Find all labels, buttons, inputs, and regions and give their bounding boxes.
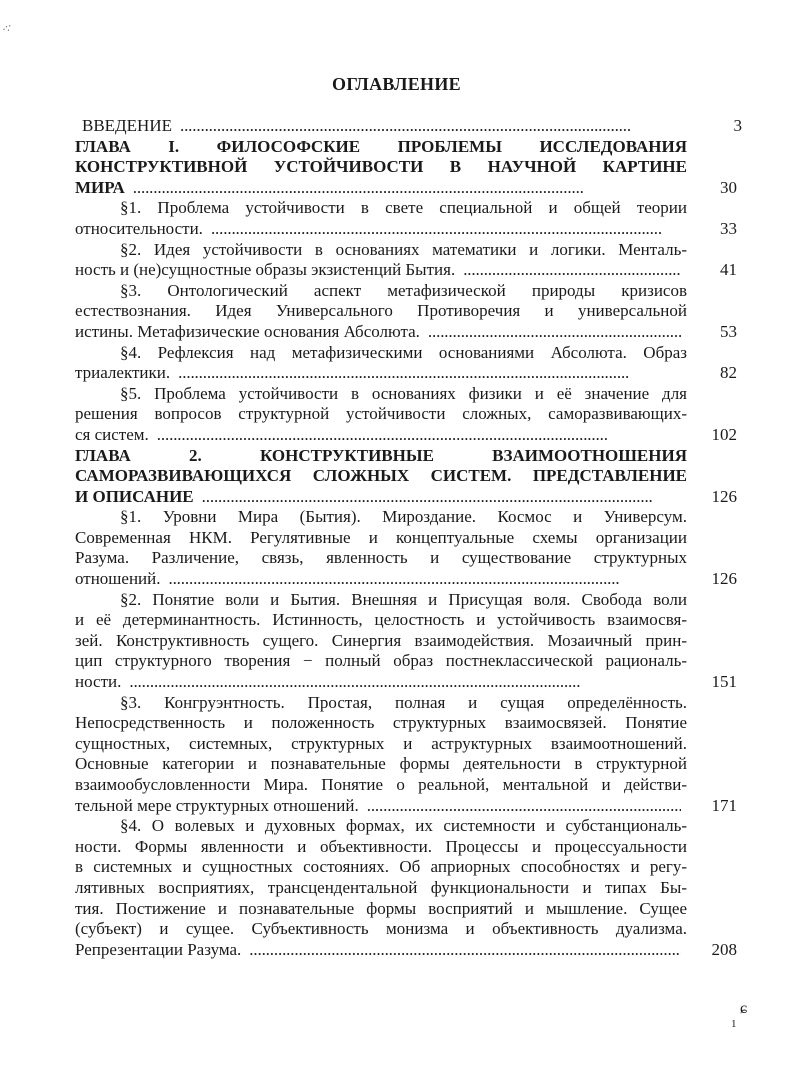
toc-page-number: 126 [711,486,737,506]
scan-mark: ·:· [0,20,15,36]
toc-entry-line: Разума. Различение, связь, явленность и существование структурных [75,548,687,568]
dot-leader [157,425,681,446]
toc-entry-line: §3. Онтологический аспект метафизической природы кризисов [120,280,687,300]
toc-entry-line: ности. Формы явленности и объективности. Процессы и процессуальности [75,836,687,856]
toc-entry-line: зей. Конструктивность сущего. Синергия взаимодействия. Мозаичный прин- [75,630,687,650]
dot-leader [133,178,681,199]
page-title: ОГЛАВЛЕНИЕ [332,74,461,94]
toc-entry-line: Основные категории и познавательные формы деятельности в структурной [75,754,687,774]
toc-page-number: 151 [711,672,737,692]
toc-entry-line: взаимообусловленности Мира. Понятие о реальной, ментальной и действи- [75,775,687,794]
dot-leader [367,796,681,817]
dot-leader [168,569,681,590]
toc-entry-line: в системных и сущностных состояниях. Об априорных способностях и регу- [75,857,687,877]
toc-page-number: 171 [711,795,737,815]
toc-section-entry [75,240,735,281]
toc-entry-line: отношений. [75,569,161,589]
toc-page-number: 102 [711,424,737,444]
toc-entry-line: относительности. [75,218,203,238]
toc-entry-line: естествознания. Идея Универсального Противоречия и универсальной [75,301,687,321]
toc-page-number: 208 [711,939,737,959]
toc-entry-line: ВВЕДЕНИЕ [82,116,172,135]
dot-leader [129,672,681,693]
toc-entry-line: ность и (не)сущностные образы экзистенций Бытия. [75,260,456,280]
toc-entry-line: §3. Конгруэнтность. Простая, полная и сущая определённость. [120,692,687,712]
toc-section-entry [75,693,735,817]
toc-chapter-entry [75,446,735,508]
dot-leader [249,940,681,961]
toc-intro-entry [75,116,742,137]
toc-section-entry [75,281,735,343]
toc-entry-line: ся систем. [75,424,149,444]
toc-entry-line: лятивных восприятиях, трансцендентальной функциональности и типах Бы- [75,877,687,897]
toc-entry-line: цип структурного творения − полный образ постнеклассической рациональ- [75,651,687,671]
dot-leader [463,260,681,281]
dot-leader [211,219,681,240]
toc-entry-line: триалектики. [75,363,171,383]
toc-entry-last-line [75,940,735,961]
toc-entry-line: (субъект) и сущее. Субъективность монизма и объективность дуализма. [75,919,687,939]
toc-entry-last-line [75,363,735,384]
toc-entry-line: САМОРАЗВИВАЮЩИХСЯ СЛОЖНЫХ СИСТЕМ. ПРЕДСТАВЛЕНИЕ [75,466,687,486]
toc-entry-line: сущностных, системных, структурных и аструктурных взаимоотношений. [75,733,687,753]
toc-entry-last-line [75,487,735,508]
toc-entry-last-line [75,425,735,446]
toc-page-number: 30 [720,177,737,197]
table-of-contents [75,116,742,960]
toc-entry-line: Современная НКМ. Регулятивные и концептуальные схемы организации [75,527,687,547]
toc-entry-last-line [75,219,735,240]
toc-entry-line: §2. Идея устойчивости в основаниях математики и логики. Менталь- [120,239,687,259]
dot-leader [428,322,681,343]
toc-entry-last-line [75,796,735,817]
toc-section-entry [75,507,735,589]
toc-page-number: 126 [711,569,737,589]
toc-entry-last-line [75,178,735,199]
toc-page-number: 82 [720,363,737,383]
toc-entry-line: §1. Уровни Мира (Бытия). Мироздание. Космос и Универсум. [120,507,687,527]
toc-entry-last-line [75,569,735,590]
dot-leader [202,487,681,508]
toc-entry-line: ности. [75,672,122,692]
toc-section-entry [75,590,735,693]
toc-entry-line: решения вопросов структурной устойчивости сложных, саморазвивающих- [75,404,687,424]
toc-entry-last-line [75,322,735,343]
toc-entry-line: ГЛАВА I. ФИЛОСОФСКИЕ ПРОБЛЕМЫ ИССЛЕДОВАНИЯ [75,136,687,156]
toc-entry-line: истины. Метафизические основания Абсолюта. [75,321,420,341]
toc-chapter-entry [75,137,735,199]
toc-page-number: 33 [720,218,737,238]
toc-entry-last-line [75,260,735,281]
toc-section-entry [75,384,735,446]
dot-leader [180,116,681,137]
toc-entry-line: тельной мере структурных отношений. [75,795,359,815]
toc-entry-line: §5. Проблема устойчивости в основаниях физики и её значение для [120,383,687,403]
toc-entry-line: И ОПИСАНИЕ [75,486,194,506]
toc-entry-line: Непосредственность и положенность структурных взаимосвязей. Понятие [75,713,687,733]
toc-entry-line: §4. О волевых и духовных формах, их системности и субстанциональ- [120,816,687,836]
toc-section-entry [75,343,735,384]
toc-entry-line: и её детерминантность. Истинность, целостность и устойчивость взаимосвя- [75,610,687,630]
toc-section-entry [75,198,735,239]
toc-entry-line: §2. Понятие воли и Бытия. Внешняя и Присущая воля. Свобода воли [120,589,687,609]
page-number: 1 [731,1018,737,1030]
toc-page-number: 41 [720,260,737,280]
toc-entry-line: МИРА [75,177,125,197]
toc-page-number: 3 [733,116,742,135]
handwritten-mark: ɕ [740,1000,748,1017]
toc-entry-line: §1. Проблема устойчивости в свете специальной и общей теории [120,198,687,218]
toc-entry-last-line [75,672,735,693]
toc-entry-line: Репрезентации Разума. [75,939,242,959]
toc-entry-line: КОНСТРУКТИВНОЙ УСТОЙЧИВОСТИ В НАУЧНОЙ КАРТИНЕ [75,157,687,177]
dot-leader [178,363,681,384]
toc-entry-line: ГЛАВА 2. КОНСТРУКТИВНЫЕ ВЗАИМООТНОШЕНИЯ [75,445,687,465]
toc-section-entry [75,816,735,960]
toc-entry-line: §4. Рефлексия над метафизическими основаниями Абсолюта. Образ [120,342,687,362]
toc-entry-line: тия. Постижение и познавательные формы восприятий и мышление. Сущее [75,898,687,918]
toc-page-number: 53 [720,321,737,341]
toc-entry-last-line [75,116,742,137]
